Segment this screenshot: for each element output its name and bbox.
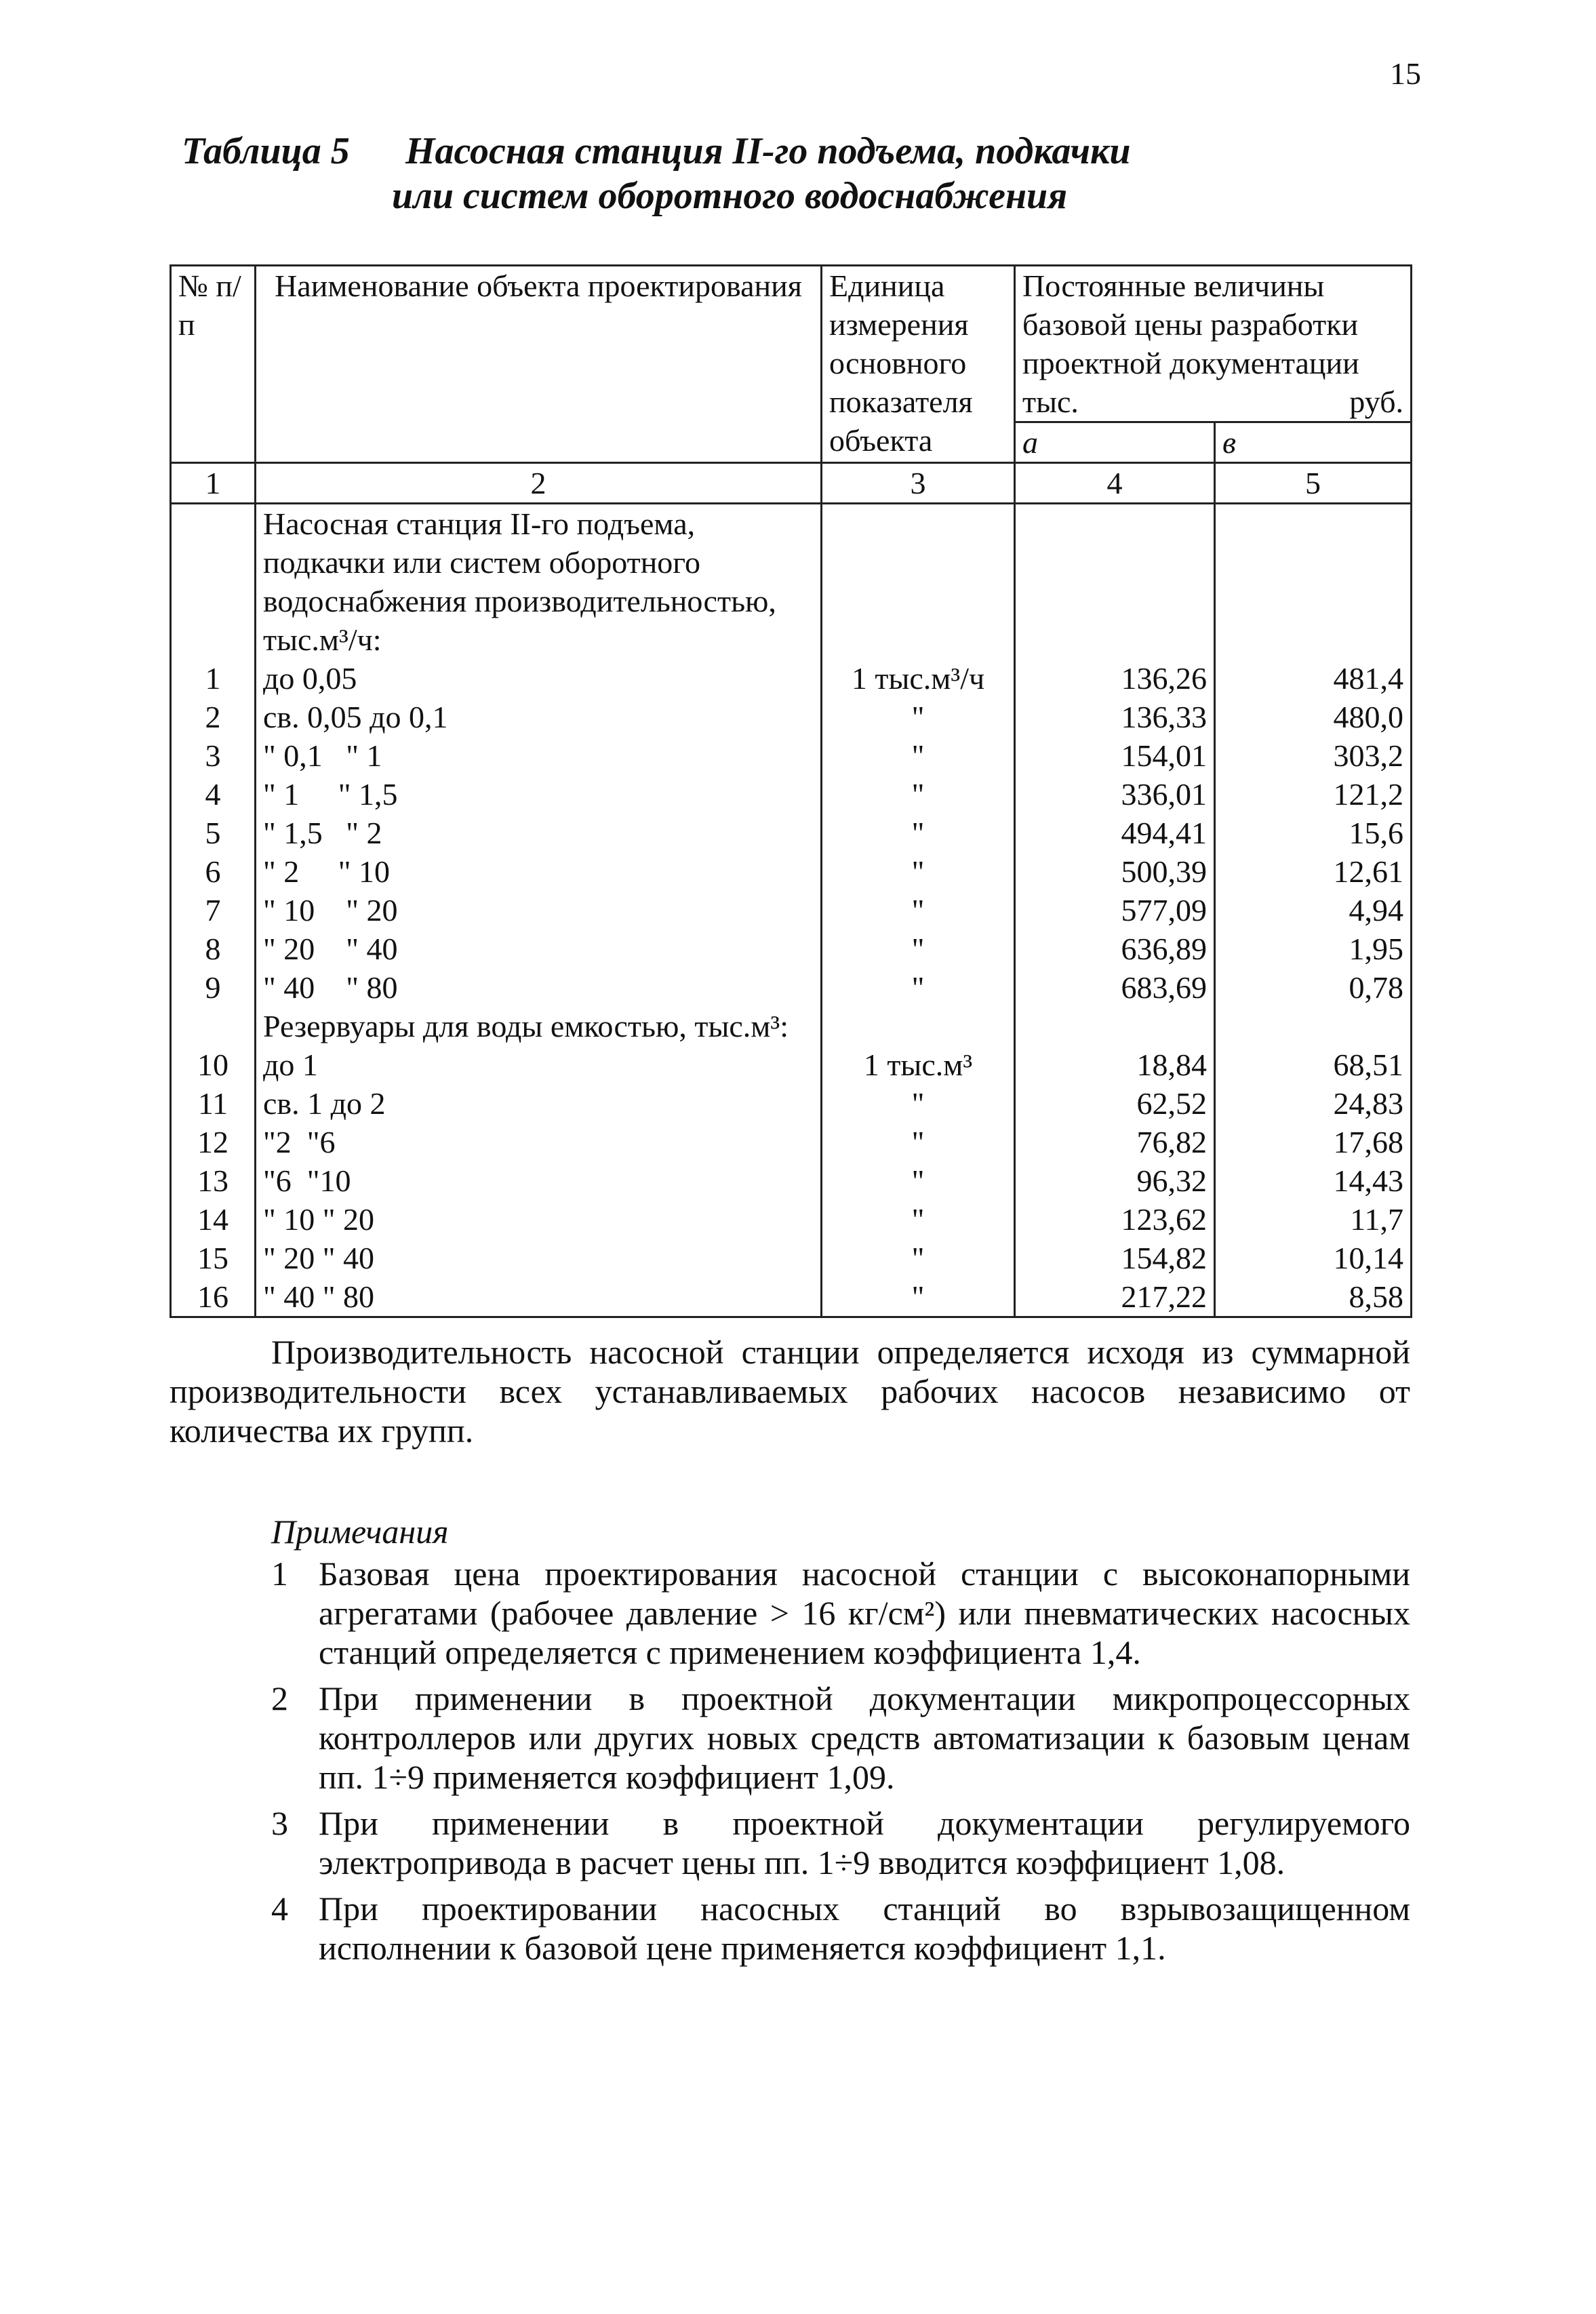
- row-a: 494,41: [1015, 814, 1215, 852]
- row-a: 76,82: [1015, 1123, 1215, 1161]
- body-paragraph: Производительность насосной станции определяется исходя из суммарной производительности всех устанавливаемых рабочих насосов независимо от количества их групп.: [169, 1333, 1410, 1450]
- row-name: св. 0,05 до 0,1: [256, 698, 822, 736]
- row-no: 10: [171, 1045, 256, 1084]
- table-row: [171, 1239, 1412, 1277]
- note-number: 3: [271, 1804, 288, 1842]
- row-name: " 2 " 10: [256, 852, 822, 891]
- row-no: 7: [171, 891, 256, 930]
- row-name: до 0,05: [256, 659, 822, 698]
- row-name: " 40 " 80: [256, 968, 822, 1007]
- note-text: Базовая цена проектирования насосной станции с высоконапорными агрегатами (рабочее давление > 16 кг/см²) или пневматических насосных станций определяется с применением коэффициента 1,4.: [319, 1555, 1410, 1671]
- row-b: 1,95: [1215, 930, 1412, 968]
- row-no: 1: [171, 659, 256, 698]
- row-b: 17,68: [1215, 1123, 1412, 1161]
- row-a: 62,52: [1015, 1084, 1215, 1123]
- row-no: 6: [171, 852, 256, 891]
- note-item: [271, 1554, 1410, 1672]
- header-unit: Единица измерения основного показателя объекта: [822, 266, 1015, 463]
- row-b: 303,2: [1215, 736, 1412, 775]
- table-row: [171, 814, 1412, 852]
- row-a: 123,62: [1015, 1200, 1215, 1239]
- table-row: [171, 1045, 1412, 1084]
- section2-title: Резервуары для воды емкостью, тыс.м³:: [256, 1007, 822, 1045]
- header-name: Наименование объекта проектирования: [256, 266, 822, 463]
- table-row: [171, 968, 1412, 1007]
- row-a: 636,89: [1015, 930, 1215, 968]
- table-title-line-1: Насосная станция II-го подъема, подкачки: [405, 130, 1131, 172]
- row-no: 12: [171, 1123, 256, 1161]
- row-no: 14: [171, 1200, 256, 1239]
- row-no: 9: [171, 968, 256, 1007]
- section-title-row: [171, 504, 1412, 660]
- note-number: 1: [271, 1555, 288, 1593]
- row-name: " 20 " 40: [256, 930, 822, 968]
- row-a: 154,82: [1015, 1239, 1215, 1277]
- row-a: 96,32: [1015, 1161, 1215, 1200]
- column-index: 5: [1215, 463, 1412, 504]
- row-no: 5: [171, 814, 256, 852]
- row-a: 577,09: [1015, 891, 1215, 930]
- row-unit: ": [822, 968, 1015, 1007]
- row-unit: ": [822, 775, 1015, 814]
- row-no: 15: [171, 1239, 256, 1277]
- row-unit: ": [822, 736, 1015, 775]
- table-row: [171, 775, 1412, 814]
- header-a: а: [1015, 422, 1215, 463]
- column-index: 2: [256, 463, 822, 504]
- row-unit: ": [822, 852, 1015, 891]
- row-name: " 10 " 20: [256, 891, 822, 930]
- row-unit: ": [822, 1239, 1015, 1277]
- note-item: [271, 1679, 1410, 1797]
- row-a: 500,39: [1015, 852, 1215, 891]
- note-item: [271, 1889, 1410, 1968]
- row-name: "6 "10: [256, 1161, 822, 1200]
- row-a: 336,01: [1015, 775, 1215, 814]
- note-number: 2: [271, 1679, 288, 1717]
- row-b: 480,0: [1215, 698, 1412, 736]
- row-b: 14,43: [1215, 1161, 1412, 1200]
- row-unit: ": [822, 930, 1015, 968]
- row-b: 481,4: [1215, 659, 1412, 698]
- row-no: 13: [171, 1161, 256, 1200]
- row-unit: ": [822, 1123, 1015, 1161]
- page-number: 15: [1390, 56, 1421, 91]
- row-name: " 20 " 40: [256, 1239, 822, 1277]
- header-constants: Постоянные величины базовой цены разработки проектной документации тыс. руб.: [1015, 266, 1412, 422]
- table-row: [171, 1277, 1412, 1317]
- column-index: 1: [171, 463, 256, 504]
- row-b: 4,94: [1215, 891, 1412, 930]
- row-name: " 1 " 1,5: [256, 775, 822, 814]
- row-unit: ": [822, 1161, 1015, 1200]
- row-b: 15,6: [1215, 814, 1412, 852]
- row-b: 24,83: [1215, 1084, 1412, 1123]
- row-unit: ": [822, 698, 1015, 736]
- table-row: [171, 736, 1412, 775]
- row-b: 68,51: [1215, 1045, 1412, 1084]
- row-name: " 10 " 20: [256, 1200, 822, 1239]
- row-unit: ": [822, 814, 1015, 852]
- row-unit: ": [822, 891, 1015, 930]
- row-name: до 1: [256, 1045, 822, 1084]
- row-unit: ": [822, 1277, 1015, 1317]
- row-a: 683,69: [1015, 968, 1215, 1007]
- note-text: При применении в проектной документации регулируемого электропривода в расчет цены пп. 1÷9 вводится коэффициент 1,08.: [319, 1804, 1410, 1881]
- row-no: 2: [171, 698, 256, 736]
- row-b: 0,78: [1215, 968, 1412, 1007]
- row-a: 136,26: [1015, 659, 1215, 698]
- row-no: 8: [171, 930, 256, 968]
- row-name: " 40 " 80: [256, 1277, 822, 1317]
- table-row: [171, 930, 1412, 968]
- row-a: 154,01: [1015, 736, 1215, 775]
- row-name: "2 "6: [256, 1123, 822, 1161]
- section1-title: Насосная станция II-го подъема, подкачки или систем оборотного водоснабжения производительностью, тыс.м³/ч:: [256, 504, 822, 660]
- table-row: [171, 1200, 1412, 1239]
- note-number: 4: [271, 1890, 288, 1928]
- table-row: [171, 1161, 1412, 1200]
- header-b: в: [1215, 422, 1412, 463]
- table-row: [171, 1123, 1412, 1161]
- row-unit: ": [822, 1084, 1015, 1123]
- table-row: [171, 891, 1412, 930]
- row-b: 11,7: [1215, 1200, 1412, 1239]
- section-title-row: [171, 1007, 1412, 1045]
- table-label: Таблица 5: [182, 130, 350, 172]
- row-no: 16: [171, 1277, 256, 1317]
- table-row: [171, 698, 1412, 736]
- note-text: При применении в проектной документации микропроцессорных контроллеров или других новых средств автоматизации к базовым ценам пп. 1÷9 применяется коэффициент 1,09.: [319, 1679, 1410, 1796]
- notes-list: [271, 1554, 1410, 1974]
- row-name: " 1,5 " 2: [256, 814, 822, 852]
- row-unit: 1 тыс.м³/ч: [822, 659, 1015, 698]
- row-b: 121,2: [1215, 775, 1412, 814]
- row-a: 18,84: [1015, 1045, 1215, 1084]
- column-index: 4: [1015, 463, 1215, 504]
- row-name: " 0,1 " 1: [256, 736, 822, 775]
- table-row: [171, 1084, 1412, 1123]
- notes-title: Примечания: [271, 1513, 449, 1551]
- table-title-line-2: или систем оборотного водоснабжения: [392, 175, 1068, 217]
- row-no: 3: [171, 736, 256, 775]
- row-b: 10,14: [1215, 1239, 1412, 1277]
- note-text: При проектировании насосных станций во взрывозащищенном исполнении к базовой цене применяется коэффициент 1,1.: [319, 1890, 1410, 1967]
- price-table: [169, 264, 1412, 1318]
- row-b: 12,61: [1215, 852, 1412, 891]
- row-a: 136,33: [1015, 698, 1215, 736]
- note-item: [271, 1803, 1410, 1882]
- row-b: 8,58: [1215, 1277, 1412, 1317]
- table-row: [171, 659, 1412, 698]
- table-row: [171, 852, 1412, 891]
- header-no: № п/п: [171, 266, 256, 463]
- row-name: св. 1 до 2: [256, 1084, 822, 1123]
- row-no: 11: [171, 1084, 256, 1123]
- row-unit: ": [822, 1200, 1015, 1239]
- row-no: 4: [171, 775, 256, 814]
- row-unit: 1 тыс.м³: [822, 1045, 1015, 1084]
- row-a: 217,22: [1015, 1277, 1215, 1317]
- column-index: 3: [822, 463, 1015, 504]
- column-index-row: [171, 463, 1412, 504]
